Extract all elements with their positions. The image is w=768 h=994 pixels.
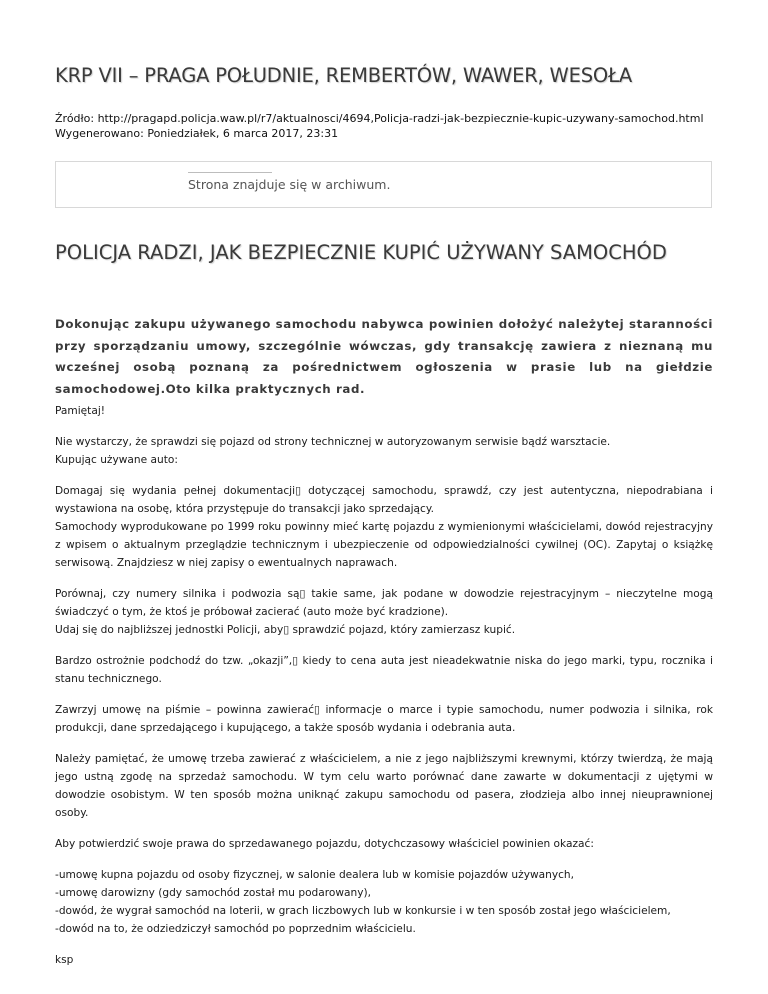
source-line: Źródło: http://pragapd.policja.waw.pl/r7/aktualnosci/4694,Policja-radzi-jak-bezpiecznie-kupic-uzywany-samochod.html bbox=[55, 112, 704, 125]
paragraph-bargain: Bardzo ostrożnie podchodź do tzw. „okazji”,▯ kiedy to cena auta jest nieadekwatnie niska do jego marki, typu, rocznika i stanu technicznego. bbox=[55, 655, 713, 685]
paragraph-intro-line-1: Nie wystarczy, że sprawdzi się pojazd od strony technicznej w autoryzowanym serwisie bądź warsztacie. bbox=[55, 436, 611, 448]
paragraph-intro bbox=[55, 433, 713, 469]
document-list bbox=[55, 866, 713, 938]
article-body bbox=[55, 402, 713, 969]
paragraph-documentation bbox=[55, 482, 713, 572]
paragraph-numbers bbox=[55, 585, 713, 639]
archive-notice-box bbox=[55, 161, 712, 208]
site-title: KRP VII – PRAGA POŁUDNIE, REMBERTÓW, WAWER, WESOŁA bbox=[55, 64, 632, 87]
article-title: POLICJA RADZI, JAK BEZPIECZNIE KUPIĆ UŻYWANY SAMOCHÓD bbox=[55, 241, 667, 264]
paragraph-documentation-a: Domagaj się wydania pełnej dokumentacji▯ dotyczącej samochodu, sprawdź, czy jest autentyczna, niepodrabiana i wystawiona na osobę, która przystępuje do transakcji jako sprzedający. bbox=[55, 485, 713, 515]
paragraph-numbers-b: Udaj się do najbliższej jednostki Policji, aby▯ sprawdzić pojazd, który zamierzasz kupić. bbox=[55, 624, 516, 636]
paragraph-remember: Pamiętaj! bbox=[55, 405, 106, 417]
generated-line: Wygenerowano: Poniedziałek, 6 marca 2017, 23:31 bbox=[55, 127, 339, 140]
paragraph-rights: Aby potwierdzić swoje prawa do sprzedawanego pojazdu, dotychczasowy właściciel powinien okazać: bbox=[55, 838, 594, 850]
paragraph-contract: Zawrzyj umowę na piśmie – powinna zawierać▯ informacje o marce i typie samochodu, numer podwozia i silnika, rok produkcji, dane sprzedającego i kupującego, a także sposób wydania i odebrania auta. bbox=[55, 704, 713, 734]
archive-notice: Strona znajduje się w archiwum. bbox=[188, 177, 391, 192]
paragraph-numbers-a: Porównaj, czy numery silnika i podwozia są▯ takie same, jak podane w dowodzie rejestracyjnym – nieczytelne mogą świadczyć o tym, że ktoś je próbował zacierać (auto może być kradzione). bbox=[55, 588, 713, 618]
list-item: -umowę darowizny (gdy samochód został mu podarowany), bbox=[55, 887, 372, 899]
article-lead: Dokonując zakupu używanego samochodu nabywca powinien dołożyć należytej staranności przy sporządzaniu umowy, szczególnie wówczas, gdy transakcję zawiera z nieznaną mu wcześnej osobą poznaną za pośrednictwem ogłoszenia w prasie lub na giełdzie samochodowej.Oto kilka praktycznych rad. bbox=[55, 317, 713, 396]
paragraph-intro-line-2: Kupując używane auto: bbox=[55, 454, 178, 466]
list-item: -dowód na to, że odziedziczył samochód po poprzednim właścicielu. bbox=[55, 923, 416, 935]
paragraph-documentation-b: Samochody wyprodukowane po 1999 roku powinny mieć kartę pojazdu z wymienionymi właścicielami, dowód rejestracyjny z wpisem o aktualnym przeglądzie technicznym i ubezpieczenie od odpowiedzialności cywilnej (OC). Zapytaj o książkę serwisową. Znajdziesz w niej zapisy o ewentualnych naprawach. bbox=[55, 521, 713, 569]
document-meta bbox=[55, 111, 715, 141]
archive-divider bbox=[188, 172, 272, 173]
signature: ksp bbox=[55, 954, 74, 966]
list-item: -dowód, że wygrał samochód na loterii, w grach liczbowych lub w konkursie i w ten sposób został jego właścicielem, bbox=[55, 905, 671, 917]
list-item: -umowę kupna pojazdu od osoby fizycznej, w salonie dealera lub w komisie pojazdów używanych, bbox=[55, 869, 575, 881]
paragraph-owner: Należy pamiętać, że umowę trzeba zawierać z właścicielem, a nie z jego najbliższymi krewnymi, którzy twierdzą, że mają jego ustną zgodę na sprzedaż samochodu. W tym celu warto porównać dane zawarte w dokumentacji z ujętymi w dowodzie osobistym. W ten sposób można uniknąć zakupu samochodu od pasera, złodzieja albo innej nieuprawnionej osoby. bbox=[55, 753, 713, 819]
